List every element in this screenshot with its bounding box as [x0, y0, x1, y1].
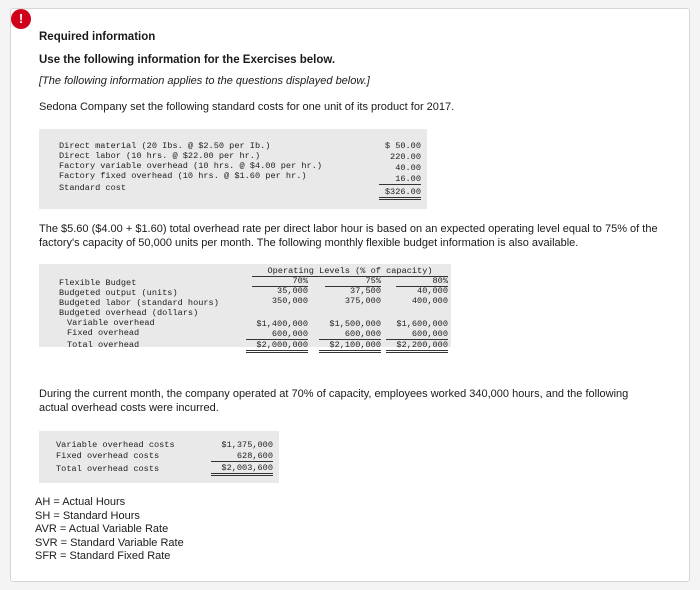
labor-label: Budgeted labor (standard hours): [59, 298, 219, 308]
alert-icon: !: [11, 9, 31, 29]
required-info-heading: Required information: [39, 31, 156, 43]
output-label: Budgeted output (units): [59, 288, 178, 298]
fixed-overhead-value: 600,000: [386, 329, 448, 340]
overhead-header: Budgeted overhead (dollars): [59, 308, 199, 318]
variable-overhead-value: $1,500,000: [329, 319, 381, 329]
output-value: 35,000: [277, 286, 308, 296]
std-row-value: 220.00: [390, 152, 421, 162]
total-overhead-value: $2,100,000: [319, 340, 381, 353]
level-header: 80%: [396, 276, 448, 287]
actual-fixed-value: 628,600: [211, 451, 273, 462]
output-value: 40,000: [417, 286, 448, 296]
actual-costs-paragraph: During the current month, the company operated at 70% of capacity, employees worked 340,000 hours, and the following actual overhead costs were incurred.: [39, 388, 629, 414]
actual-fixed-label: Fixed overhead costs: [56, 451, 160, 461]
variable-overhead-value: $1,600,000: [396, 319, 448, 329]
std-row-label: Direct material (20 Ibs. @ $2.50 per Ib.): [59, 141, 271, 151]
operating-levels-header: Operating Levels (% of capacity): [252, 266, 448, 277]
actual-costs-table: [39, 431, 279, 483]
abbreviation-item: SH = Standard Hours: [35, 509, 140, 522]
fixed-overhead-value: 600,000: [246, 329, 308, 340]
intro-paragraph: Sedona Company set the following standard costs for one unit of its product for 2017.: [39, 101, 455, 113]
standard-costs-table: [39, 129, 427, 209]
total-overhead-value: $2,200,000: [386, 340, 448, 353]
flex-budget-title: Flexible Budget: [59, 278, 137, 288]
std-row-value: 16.00: [379, 174, 421, 185]
std-row-label: Direct labor (10 hrs. @ $22.00 per hr.): [59, 151, 261, 161]
labor-value: 350,000: [271, 296, 308, 306]
variable-overhead-value: $1,400,000: [256, 319, 308, 329]
level-header: 75%: [325, 276, 381, 287]
output-value: 37,500: [350, 286, 381, 296]
overhead-paragraph: The $5.60 ($4.00 + $1.60) total overhead rate per direct labor hour is based on an expected operating level equal to 75% of the factory's capacity of 50,000 units per month. The following monthly flexible budget information is also available.: [39, 223, 658, 249]
fixed-overhead-label: Fixed overhead: [67, 328, 140, 338]
total-overhead-value: $2,000,000: [246, 340, 308, 353]
level-header: 70%: [252, 276, 308, 287]
instruction-heading: Use the following information for the Exercises below.: [39, 54, 336, 66]
labor-value: 400,000: [411, 296, 448, 306]
std-total-value: $326.00: [379, 187, 421, 200]
std-row-value: 40.00: [395, 163, 421, 173]
actual-total-label: Total overhead costs: [56, 464, 160, 474]
info-card: [10, 8, 690, 582]
variable-overhead-label: Variable overhead: [67, 318, 155, 328]
total-overhead-label: Total overhead: [67, 340, 140, 350]
actual-variable-label: Variable overhead costs: [56, 440, 175, 450]
abbreviation-item: AVR = Actual Variable Rate: [35, 523, 169, 535]
flexible-budget-table: [39, 264, 451, 350]
std-total-label: Standard cost: [59, 183, 127, 193]
abbreviation-legend: [35, 496, 184, 564]
abbreviation-item: AH = Actual Hours: [35, 496, 126, 508]
actual-variable-value: $1,375,000: [221, 440, 273, 450]
std-row-value: $ 50.00: [384, 141, 421, 151]
instruction-note: [The following information applies to the questions displayed below.]: [39, 75, 370, 87]
labor-value: 375,000: [344, 296, 381, 306]
std-row-label: Factory fixed overhead (10 hrs. @ $1.60 per hr.): [59, 171, 307, 181]
abbreviation-item: SFR = Standard Fixed Rate: [35, 550, 171, 562]
std-row-label: Factory variable overhead (10 hrs. @ $4.00 per hr.): [59, 161, 323, 171]
fixed-overhead-value: 600,000: [319, 329, 381, 340]
abbreviation-item: SVR = Standard Variable Rate: [35, 536, 184, 549]
actual-total-value: $2,003,600: [211, 463, 273, 476]
